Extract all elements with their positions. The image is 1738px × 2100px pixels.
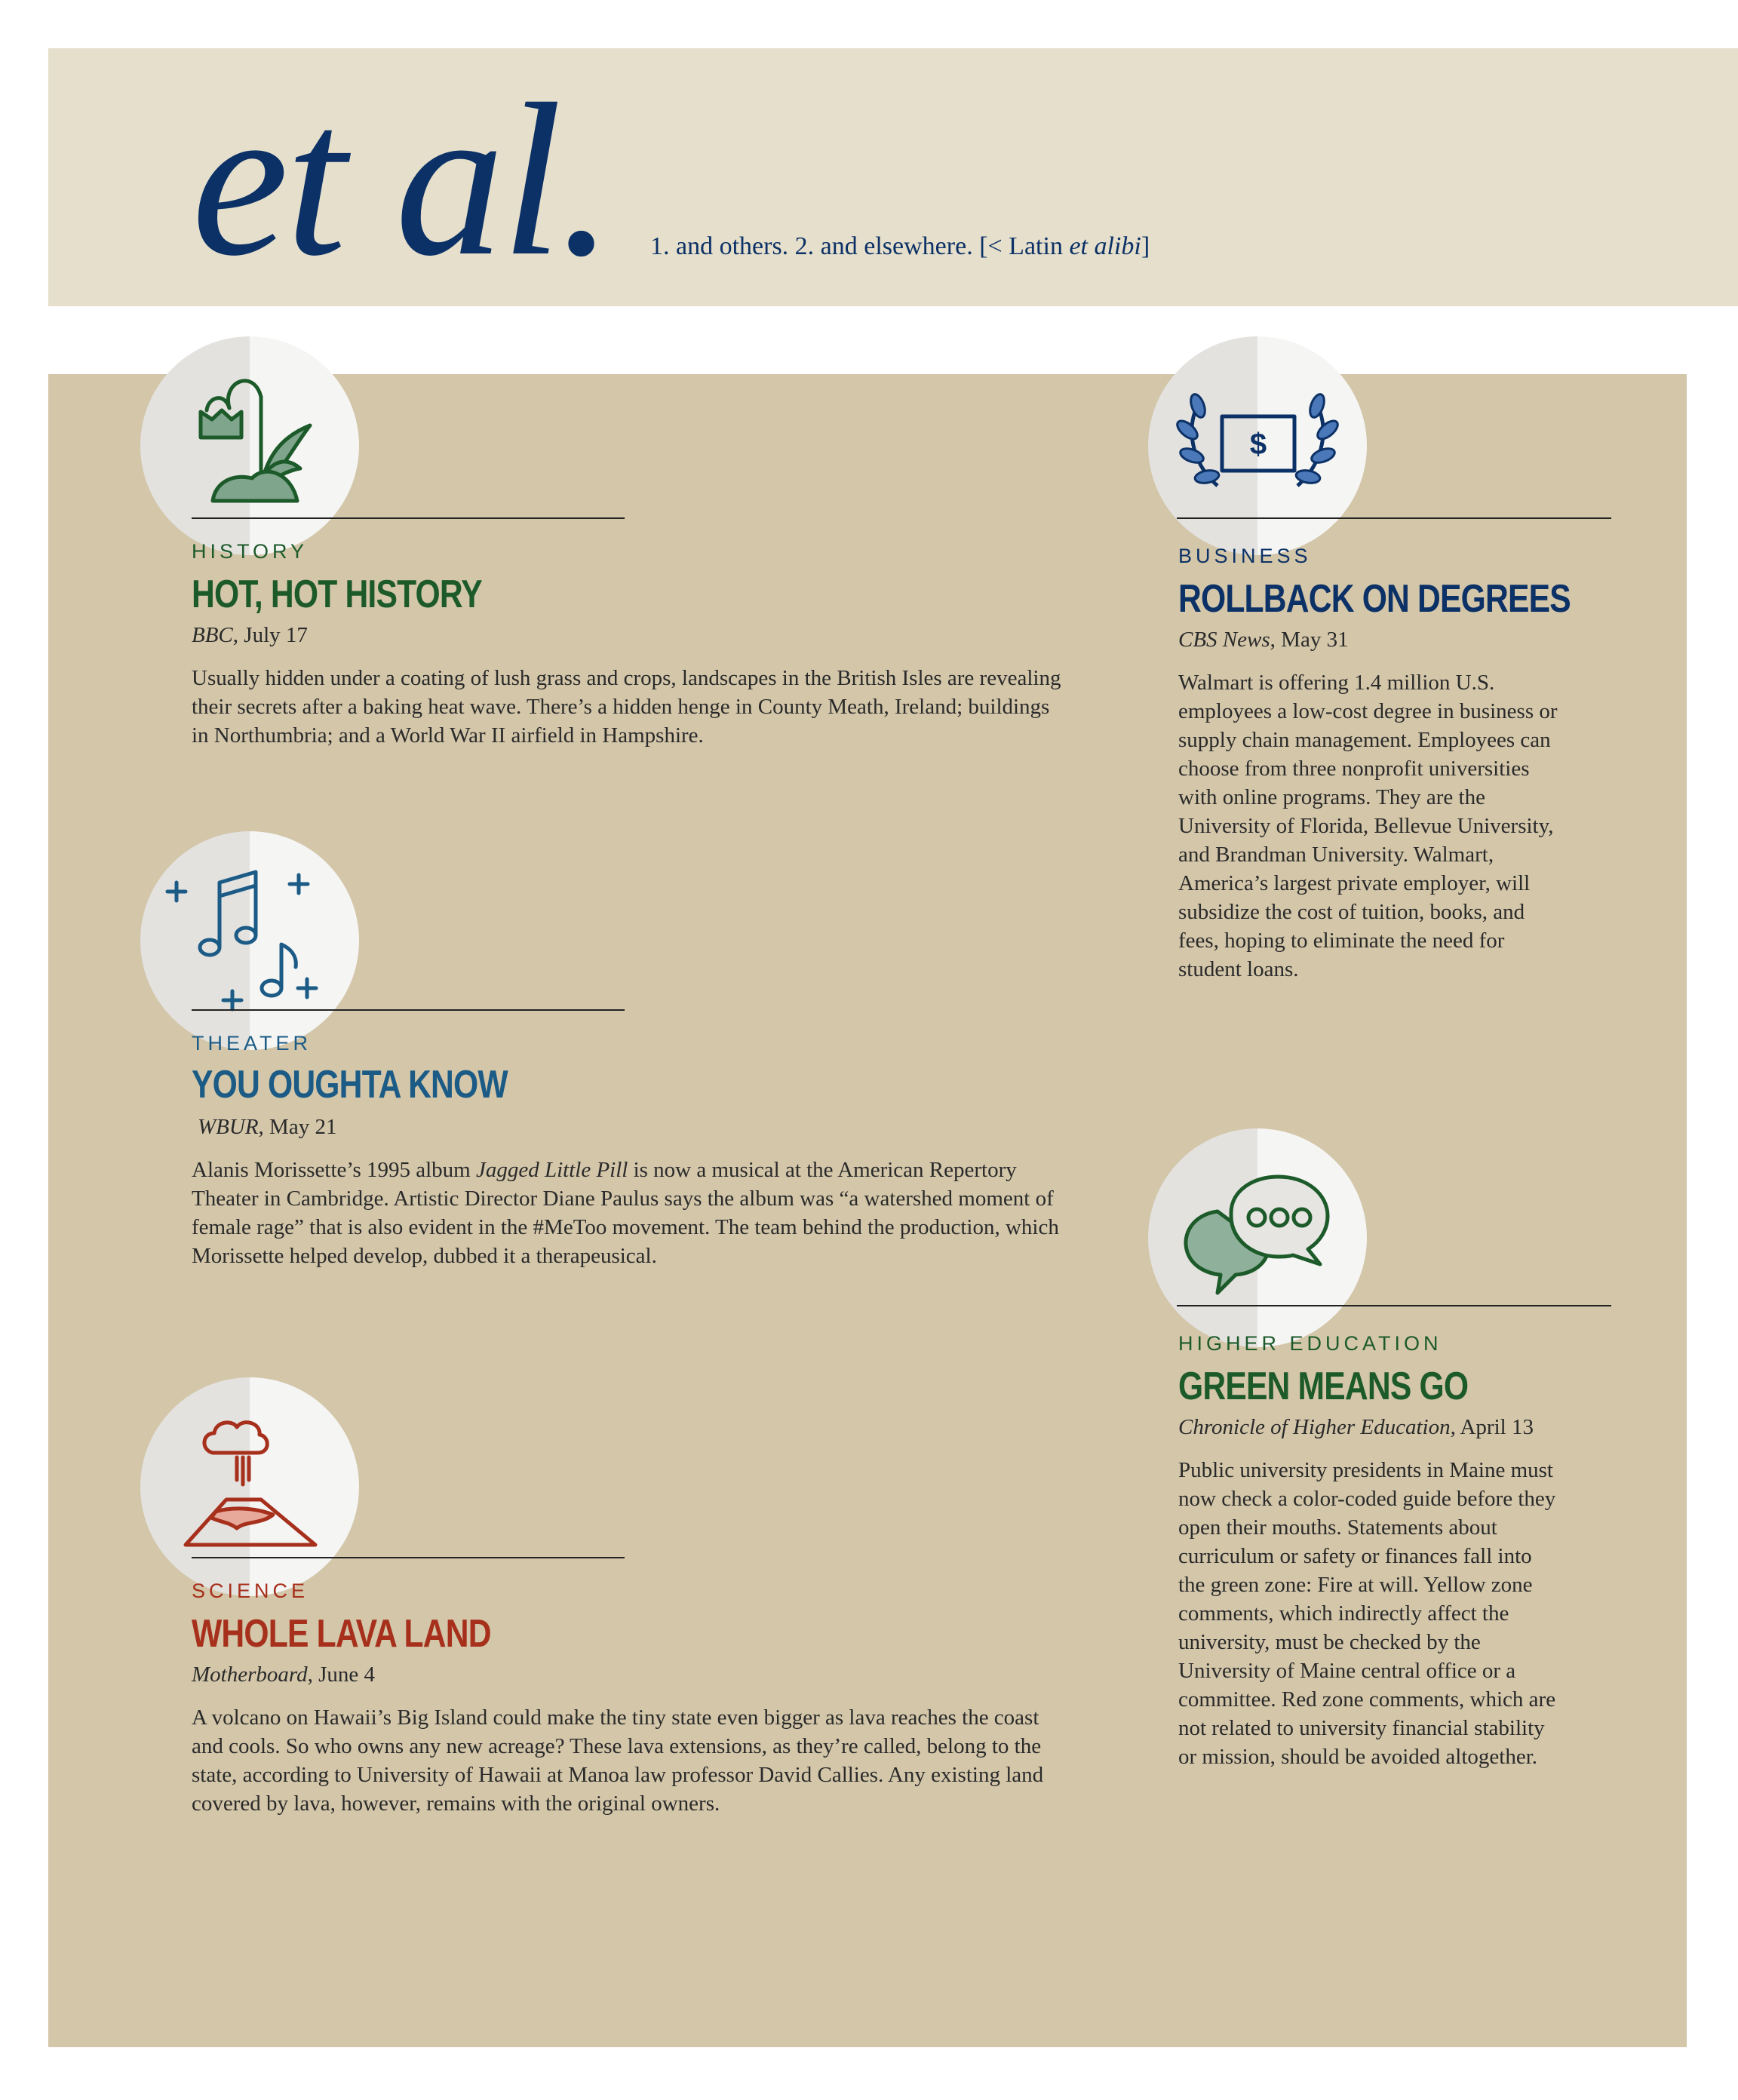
history-rule [192,517,625,519]
higher-ed-rule [1177,1305,1611,1306]
definition [650,232,1150,261]
business-date: , May 31 [1270,628,1349,652]
higher-ed-source-line [1178,1415,1534,1440]
history-headline: HOT, HOT HISTORY [192,573,482,616]
dollar-laurel-icon [1148,336,1367,555]
higher-ed-source: Chronicle of Higher Education, [1178,1415,1456,1439]
science-badge [140,1377,359,1596]
science-rule [192,1557,625,1558]
theater-badge [140,831,359,1050]
business-source-line [1178,628,1349,652]
history-source: BBC [192,623,233,647]
masthead [48,48,1738,306]
science-body: A volcano on Hawaii’s Big Island could make the tiny state even bigger as lava reaches the coast and cools. So who owns any new acreage? These lava extensions, as they’re called, belong to the state, according to University of Hawaii at Manoa law professor David Callies. Any existing land covered by lava, however, remains with the original owners. [192,1705,1044,1816]
theater-body-italic: Jagged Little Pill [475,1158,628,1182]
theater-source-line [198,1115,336,1140]
theater-headline: YOU OUGHTA KNOW [192,1063,508,1107]
business-category: BUSINESS [1178,545,1312,567]
definition-end: ] [1141,232,1150,260]
definition-italic: et alibi [1069,232,1141,260]
history-category: HISTORY [192,540,309,563]
svg-text:$: $ [1249,428,1267,461]
music-notes-icon [140,831,359,1050]
theater-rule [192,1009,625,1011]
theater-date: , May 21 [258,1115,337,1139]
history-date: , July 17 [232,623,308,647]
business-body: Walmart is offering 1.4 million U.S. employees a low-cost degree in business or supply chain management. Employees can choose from three nonprofit universities with online programs. They are the University of Florida, Bellevue University, and Brandman University. Walmart, America’s largest private employer, will subsidize the cost of tuition, books, and fees, hoping to eliminate the need for student loans. [1178,671,1558,981]
higher-ed-category: HIGHER EDUCATION [1178,1332,1442,1355]
business-badge [1148,336,1367,555]
speech-bubbles-icon [1148,1128,1367,1347]
theater-body-2: is now a musical at the American Repertory Theater in Cambridge. Artistic Director Diane Paulus says the album was “a watershed moment of female rage” that is also evident in the #MeToo movement. The team behind the production, which Morissette helped develop, dubbed it a therapeusical. [192,1158,1059,1268]
science-date: , June 4 [307,1662,376,1687]
business-headline: ROLLBACK ON DEGREES [1178,577,1571,621]
history-body: Usually hidden under a coating of lush grass and crops, landscapes in the British Isles are revealing their secrets after a baking heat wave. There’s a hidden henge in County Meath, Ireland; buildings in Northumbria; and a World War II airfield in Hampshire. [192,666,1061,748]
higher-ed-headline: GREEN MEANS GO [1178,1365,1469,1408]
business-rule [1177,517,1611,519]
business-source: CBS News [1178,628,1270,652]
theater-category: THEATER [192,1032,312,1055]
volcano-icon [140,1377,359,1596]
history-badge [140,336,359,555]
science-headline: WHOLE LAVA LAND [192,1612,491,1656]
higher-ed-badge [1148,1128,1367,1347]
theater-body-1: Alanis Morissette’s 1995 album [192,1158,476,1182]
theater-body [192,1156,1067,1270]
history-source-line [192,623,308,648]
science-source: Motherboard [192,1662,308,1687]
logo: et al. [192,59,611,301]
higher-ed-date: April 13 [1455,1415,1534,1439]
flower-icon [140,336,359,555]
science-category: SCIENCE [192,1580,309,1602]
theater-source: WBUR [198,1115,259,1139]
science-source-line [192,1662,375,1687]
definition-main: 1. and others. 2. and elsewhere. [< Latin [650,232,1070,260]
higher-ed-body: Public university presidents in Maine must now check a color-coded guide before they open their mouths. Statements about curriculum or safety or finances fall into the green zone: Fire at will. Yellow zone comments, which indirectly affect the university, must be checked by the University of Maine central office or a committee. Red zone comments, which are not related to university financial stability or mission, should be avoided altogether. [1178,1458,1556,1769]
